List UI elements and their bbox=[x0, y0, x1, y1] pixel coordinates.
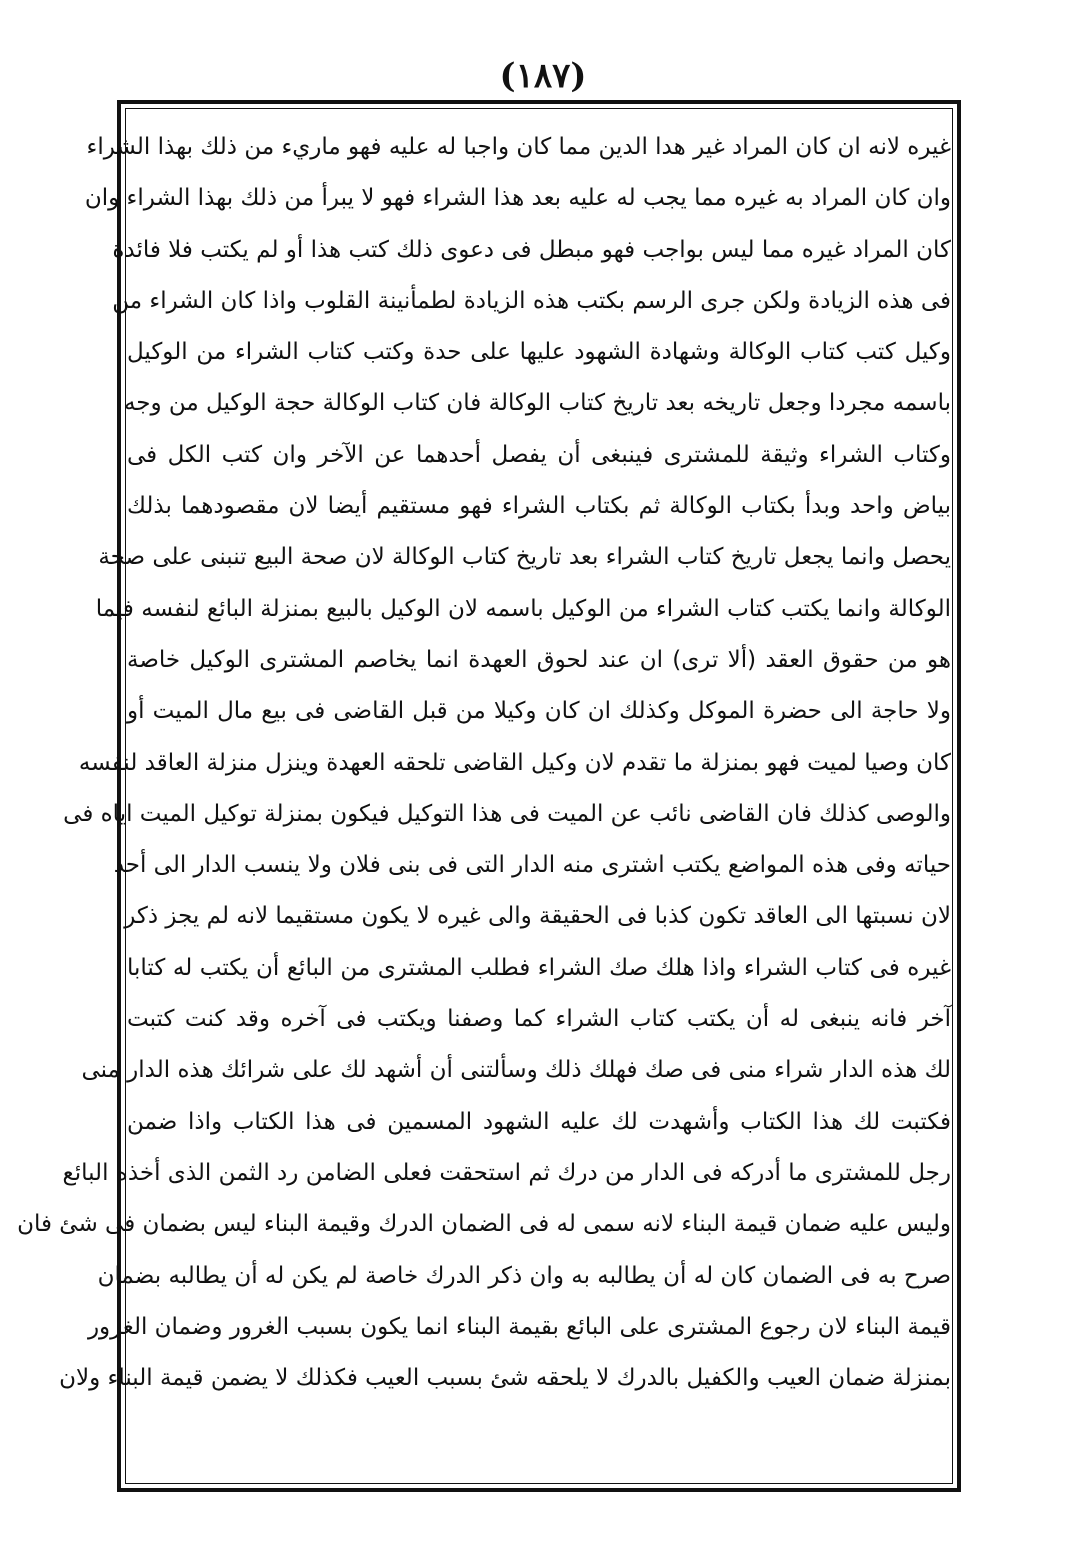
text-line: الوكالة وانما يكتب كتاب الشراء من الوكيل باسمه لان الوكيل بالبيع بمنزلة البائع لنفسه فيما bbox=[95, 595, 951, 622]
text-line: رجل للمشترى ما أدركه فى الدار من درك ثم استحقت فعلى الضامن رد الثمن الذى أخذه البائع bbox=[62, 1159, 951, 1186]
text-line: كان المراد غيره مما ليس بواجب فهو مبطل فى دعوى ذلك كتب هذا أو لم يكتب فلا فائدة bbox=[112, 236, 951, 263]
text-line: صرح به فى الضمان كان له أن يطالبه به وان ذكر الدرك خاصة لم يكن له أن يطالبه بضمان bbox=[97, 1262, 951, 1289]
text-line: بياض واحد وبدأ بكتاب الوكالة ثم بكتاب الشراء فهو مستقيم أيضا لان مقصودهما بذلك bbox=[127, 493, 951, 520]
text-line: يحصل وانما يجعل تاريخ كتاب الشراء بعد تاريخ كتاب الوكالة لان صحة البيع تنبنى على صحة bbox=[98, 544, 951, 571]
text-line: فكتبت لك هذا الكتاب وأشهدت لك عليه الشهود المسمين فى هذا الكتاب واذا ضمن bbox=[127, 1108, 951, 1135]
text-line: بمنزلة ضمان العيب والكفيل بالدرك لا يلحقه شئ بسبب العيب فكذلك لا يضمن قيمة البناء ولان bbox=[59, 1365, 951, 1392]
text-line: هو من حقوق العقد (ألا ترى) ان عند لحوق العهدة انما يخاصم المشترى الوكيل خاصة bbox=[127, 646, 951, 673]
text-line: باسمه مجردا وجعل تاريخه بعد تاريخ كتاب الوكالة فان كتاب الوكالة حجة الوكيل من وجه bbox=[123, 390, 951, 417]
text-line: غيره لانه ان كان المراد غير هدا الدين مما كان واجبا له عليه فهو ماريء من ذلك بهذا الشراء bbox=[86, 134, 951, 160]
text-line: وكتاب الشراء وثيقة للمشترى فينبغى أن يفصل أحدهما عن الآخر وان كتب الكل فى bbox=[127, 441, 951, 468]
text-line: وكيل كتب كتاب الوكالة وشهادة الشهود عليها على حدة وكتب كتاب الشراء من الوكيل bbox=[127, 339, 951, 366]
text-body bbox=[17, 122, 951, 1404]
text-line: وليس عليه ضمان قيمة البناء لانه سمى له فى الضمان الدرك وقيمة البناء ليس بضمان فى شئ فان bbox=[17, 1211, 951, 1238]
text-line: والوصى كذلك فان القاضى نائب عن الميت فى هذا التوكيل فيكون بمنزلة توكيل الميت اياه فى bbox=[63, 800, 951, 827]
text-line: كان وصيا لميت فهو بمنزلة ما تقدم لان وكيل القاضى تلحقه العهدة وينزل منزلة العاقد لنفسه bbox=[78, 749, 951, 776]
text-line: فى هذه الزيادة ولكن جرى الرسم بكتب هذه الزيادة لطمأنينة القلوب واذا كان الشراء من bbox=[112, 287, 951, 314]
text-line: ولا حاجة الى حضرة الموكل وكذلك ان كان وكيلا من قبل القاضى فى بيع مال الميت أو bbox=[127, 698, 951, 725]
text-line: غيره فى كتاب الشراء واذا هلك صك الشراء فطلب المشترى من البائع أن يكتب له كتابا bbox=[127, 954, 951, 981]
text-line: آخر فانه ينبغى له أن يكتب كتاب الشراء كما وصفنا ويكتب فى آخره وقد كنت كتبت bbox=[127, 1006, 951, 1033]
text-line: حياته وفى هذه المواضع يكتب اشترى منه الدار التى فى بنى فلان ولا ينسب الدار الى أحد bbox=[113, 852, 951, 879]
text-line: لك هذه الدار شراء منى فى صك فهلك ذلك وسألتنى أن أشهد لك على شرائك هذه الدار منى bbox=[81, 1057, 951, 1084]
text-line: وان كان المراد به غيره مما يجب له عليه بعد هذا الشراء فهو لا يبرأ من ذلك بهذا الشراء وان bbox=[84, 185, 951, 212]
text-line: قيمة البناء لان رجوع المشترى على البائع بقيمة البناء انما يكون بسبب الغرور وضمان الغرور bbox=[87, 1313, 951, 1340]
page-number: (۱۸۷) bbox=[499, 56, 587, 96]
text-line: لان نسبتها الى العاقد تكون كذبا فى الحقيقة والى غيره لا يكون مستقيما لانه لم يجز ذكر bbox=[124, 903, 951, 930]
